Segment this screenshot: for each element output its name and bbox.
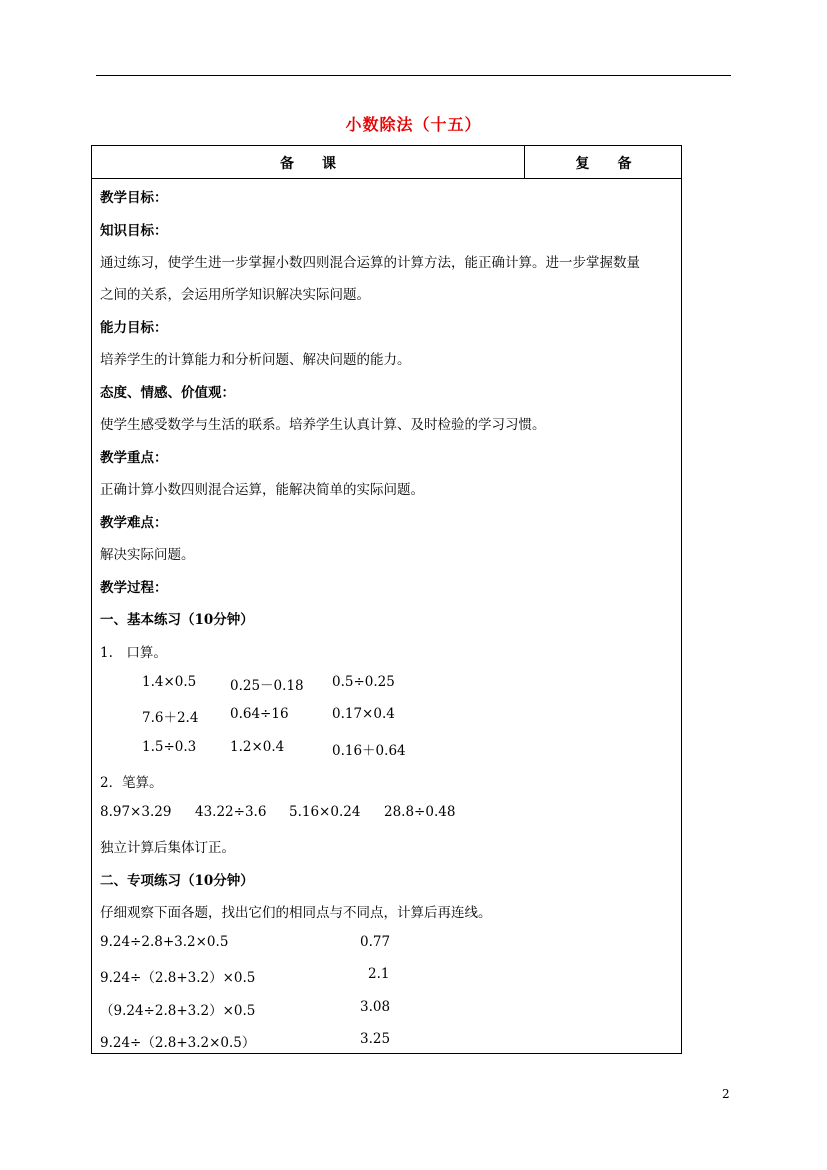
table-header-row (92, 146, 681, 179)
part2-instruction: 仔细观察下面各题，找出它们的相同点与不同点，计算后再连线。 (100, 905, 492, 921)
ability-heading: 能力目标： (100, 320, 168, 336)
objectives-heading: 教学目标： (100, 190, 168, 206)
matching-answer: 3.25 (360, 1031, 391, 1047)
matching-expression: 9.24÷（2.8+3.2×0.5） (100, 1035, 256, 1051)
written-note: 独立计算后集体订正。 (100, 840, 235, 856)
process-heading: 教学过程： (100, 580, 168, 596)
matching-answer: 2.1 (368, 966, 390, 982)
oral-item: 1.4×0.5 (142, 674, 197, 690)
matching-expression: 9.24÷2.8+3.2×0.5 (100, 934, 229, 950)
knowledge-text-2: 之间的关系，会运用所学知识解决实际问题。 (100, 287, 370, 303)
ability-text: 培养学生的计算能力和分析问题、解决问题的能力。 (100, 352, 411, 368)
oral-item: 0.25－0.18 (230, 678, 304, 694)
document-title: 小数除法（十五） (345, 115, 482, 134)
key-point-text: 正确计算小数四则混合运算，能解决简单的实际问题。 (100, 482, 424, 498)
header-review: 复 备 (575, 156, 632, 172)
oral-heading: 1. 口算。 (100, 645, 167, 661)
oral-item: 7.6＋2.4 (142, 710, 199, 726)
attitude-text: 使学生感受数学与生活的联系。培养学生认真计算、及时检验的学习习惯。 (100, 417, 546, 433)
header-rule (96, 75, 731, 76)
page-number: 2 (722, 1087, 730, 1101)
header-prep: 备 课 (280, 156, 336, 172)
part1-heading: 一、基本练习（10分钟） (100, 612, 254, 628)
knowledge-heading: 知识目标： (100, 223, 168, 239)
oral-item: 0.17×0.4 (332, 706, 395, 722)
matching-expression: （9.24÷2.8+3.2）×0.5 (100, 1003, 256, 1019)
written-item: 8.97×3.29 (100, 804, 172, 820)
attitude-heading: 态度、情感、价值观： (100, 385, 235, 401)
part2-heading: 二、专项练习（10分钟） (100, 873, 254, 889)
written-heading: 2．笔算。 (100, 775, 163, 791)
difficulty-text: 解决实际问题。 (100, 547, 195, 563)
written-item: 28.8÷0.48 (384, 804, 456, 820)
oral-item: 1.5÷0.3 (142, 739, 197, 755)
oral-item: 1.2×0.4 (230, 739, 285, 755)
oral-item: 0.16＋0.64 (332, 743, 406, 759)
oral-item: 0.5÷0.25 (332, 674, 395, 690)
oral-item: 0.64÷16 (230, 706, 289, 722)
key-point-heading: 教学重点： (100, 450, 168, 466)
written-item: 43.22÷3.6 (195, 804, 267, 820)
matching-answer: 3.08 (360, 999, 391, 1015)
knowledge-text-1: 通过练习，使学生进一步掌握小数四则混合运算的计算方法，能正确计算。进一步掌握数量 (100, 255, 640, 271)
matching-expression: 9.24÷（2.8+3.2）×0.5 (100, 970, 256, 986)
lesson-table (91, 145, 682, 1054)
difficulty-heading: 教学难点： (100, 515, 168, 531)
written-item: 5.16×0.24 (289, 804, 361, 820)
matching-answer: 0.77 (360, 934, 391, 950)
